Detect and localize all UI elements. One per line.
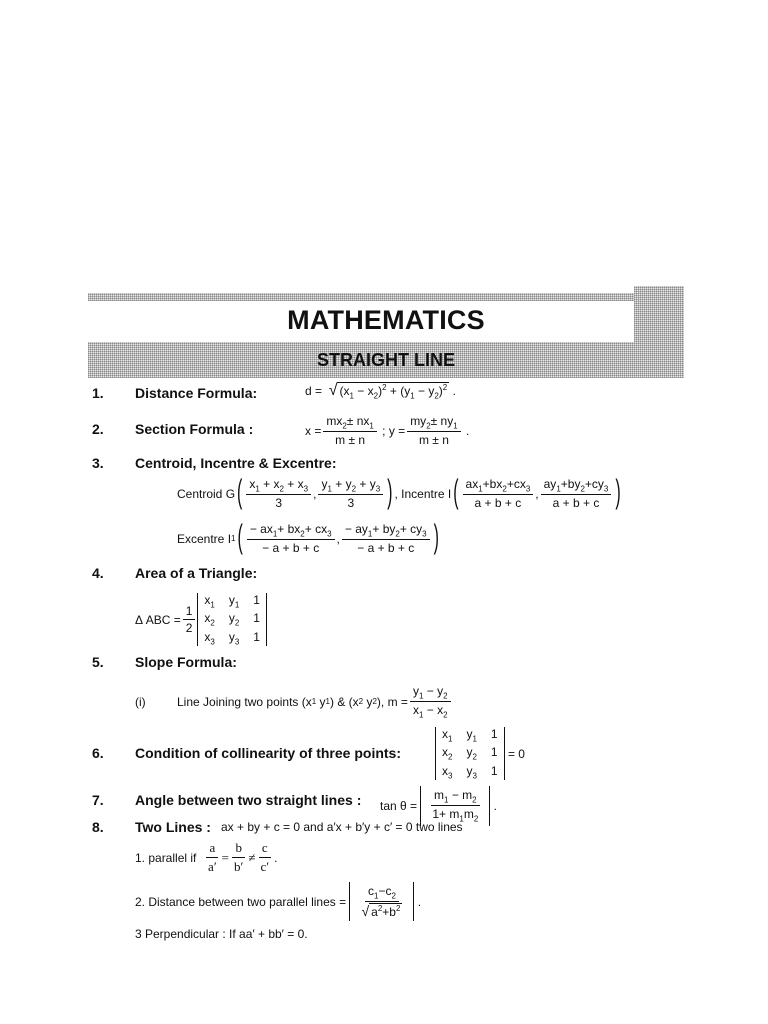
- title-banner-top-strip: [88, 293, 684, 301]
- perpendicular-text: 3 Perpendicular : If aa′ + bb′ = 0.: [135, 927, 308, 941]
- slope-formula: (i) Line Joining two points (x 1 y 1 ) & (x 2 y 2 ), m = $\frac{y_1 - y_2}{x_1 - x_2}$: [135, 684, 453, 720]
- parallel-label: 1. parallel if: [135, 850, 197, 865]
- distance-label: 2. Distance between two parallel lines =: [135, 894, 347, 909]
- excentre-label: Excentre I: [177, 531, 232, 546]
- collinearity-rhs: = 0: [507, 746, 525, 761]
- section-heading: Angle between two straight lines :: [135, 792, 362, 808]
- section-heading: Distance Formula:: [135, 385, 258, 401]
- collinearity-determinant: $x_1$ $y_1$ 1 $x_2$ $y_2$ 1 $x_3$ $y_3$ 1: [435, 727, 505, 780]
- section-heading: Area of a Triangle:: [135, 565, 258, 581]
- excentre-formula: Excentre I 1 ( $\frac{- ax_1+ bx_2+ cx_3}{- a + b + c}$ , $\frac{- ay_1+ by_2+ cy_3}{- a + b + c}$ ): [177, 519, 439, 556]
- section-number: 5.: [92, 654, 104, 670]
- section-number: 7.: [92, 792, 104, 808]
- incentre-label: , Incentre I: [394, 486, 452, 501]
- section-heading: Section Formula :: [135, 421, 254, 437]
- collinearity-formula: [435, 727, 525, 780]
- section-heading: Centroid, Incentre & Excentre:: [135, 455, 337, 471]
- section-formula: x = $\frac{mx_2\pm nx_1}{m \pm n}$ ; y = $\frac{my_2\pm ny_1}{m \pm n}$ .: [305, 414, 470, 448]
- section-number: 6.: [92, 745, 104, 761]
- area-determinant: $x_1$ $y_1$ 1 $x_2$ $y_2$ 1 $x_3$ $y_3$ 1: [197, 593, 267, 646]
- area-formula: Δ ABC = $\frac{1}{2}$ $x_1$ $y_1$ 1 $x_2$ $y_2$ 1 $x_3$ $y_3$ 1: [135, 593, 267, 646]
- section-number: 2.: [92, 421, 104, 437]
- section-number: 4.: [92, 565, 104, 581]
- parallel-distance: 2. Distance between two parallel lines = $\frac{c_1-c_2}{√ a^2+b^2}$ .: [135, 884, 422, 920]
- slope-text: Line Joining two points (x: [177, 694, 312, 709]
- perpendicular-condition: [135, 927, 308, 941]
- section-heading: Condition of collinearity of three points:: [135, 745, 401, 761]
- distance-formula: d = √ $(x_1 - x_2)^2 + (y_1 - y_2)^2$ .: [305, 382, 456, 401]
- two-lines-equation: [221, 820, 463, 834]
- page-title: MATHEMATICS: [287, 305, 485, 335]
- tan-label: tan θ =: [380, 798, 418, 813]
- two-lines-text: ax + by + c = 0 and a′x + b′y + c′ = 0 two lines: [221, 820, 463, 834]
- section-number: 1.: [92, 385, 104, 401]
- page-subtitle: STRAIGHT LINE: [317, 350, 455, 370]
- section-heading: Two Lines :: [135, 819, 211, 835]
- slope-item-number: (i): [135, 694, 146, 709]
- section-heading: Slope Formula:: [135, 654, 237, 670]
- section-number: 3.: [92, 455, 104, 471]
- area-lhs: Δ ABC =: [135, 612, 181, 627]
- centroid-label: Centroid G: [177, 486, 236, 501]
- centroid-incentre-formula: Centroid G ( $\frac{x_1 + x_2 + x_3}{3}$ , $\frac{y_1 + y_2 + y_3}{3}$ ) , Incentre I ( $\frac{ax_1+bx_2+cx_3}{a + b + c}$ , $\frac{ay_1+by_2+cy_3}{a + b + c}$ ): [177, 474, 621, 511]
- angle-formula: tan θ = $\frac{m_1 - m_2}{1+ m_1m_2}$ .: [380, 788, 497, 824]
- parallel-condition: 1. parallel if $\frac{a}{a'}$ = $\frac{b}{b'}$ ≠ $\frac{c}{c'}$ .: [135, 840, 278, 874]
- section-number: 8.: [92, 819, 104, 835]
